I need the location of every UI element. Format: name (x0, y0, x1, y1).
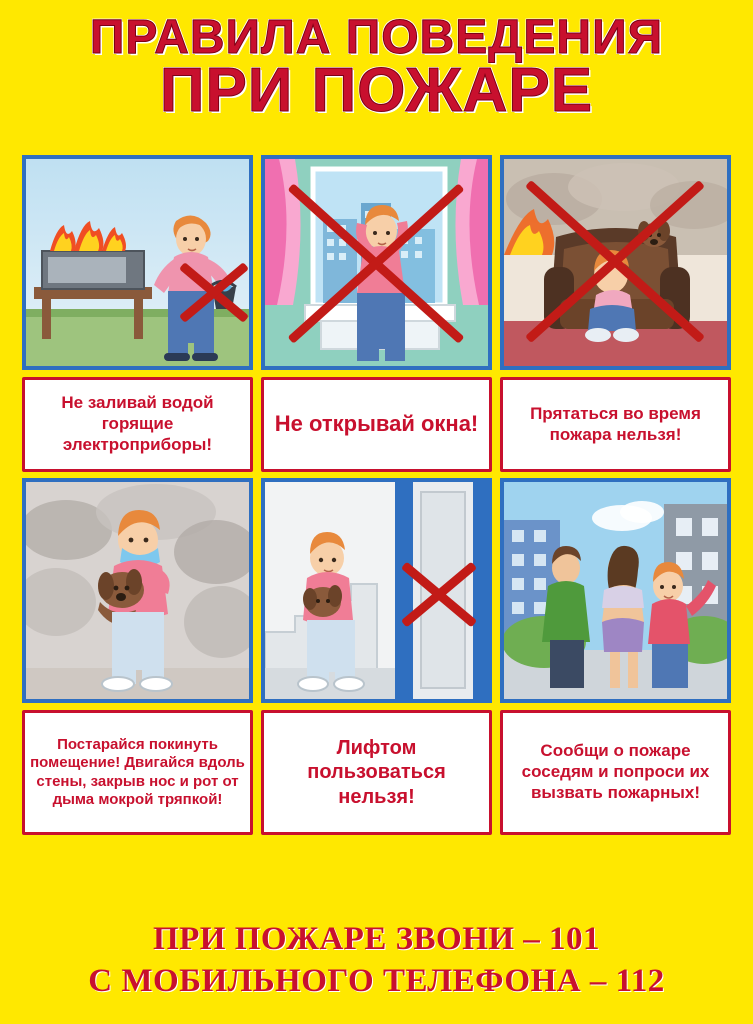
illustration-boy-telling-neighbours-outdoors (500, 478, 731, 703)
emergency-numbers (0, 918, 753, 1002)
scene-burning-tv (26, 159, 249, 366)
scene-smoke-escape (26, 482, 249, 699)
poster-title (0, 0, 753, 125)
caption-do-not-use-elevator: Лифтом пользоваться нельзя! (261, 710, 492, 835)
title-line-2: ПРИ ПОЖАРЕ (159, 55, 594, 125)
scene-window (265, 159, 488, 366)
rule-cell-do-not-use-elevator (261, 478, 492, 835)
caption-do-not-open-windows: Не открывай окна! (261, 377, 492, 472)
illustration-child-hiding-behind-armchair (500, 155, 731, 370)
rule-cell-leave-the-room (22, 478, 253, 835)
scene-neighbours (504, 482, 727, 699)
caption-do-not-hide: Прятаться во время пожара нельзя! (500, 377, 731, 472)
rule-cell-do-not-hide (500, 155, 731, 472)
scene-hiding (504, 159, 727, 366)
illustration-boy-with-dog-near-elevator-door (261, 478, 492, 703)
rules-grid (22, 155, 731, 841)
caption-leave-the-room: Постарайся покинуть помещение! Двигайся вдоль стены, закрыв нос и рот от дыма мокрой тряпкой! (22, 710, 253, 835)
caption-no-water-on-appliances: Не заливай водой горящие электроприборы! (22, 377, 253, 472)
caption-tell-the-neighbours: Сообщи о пожаре соседям и попроси их вызвать пожарных! (500, 710, 731, 835)
illustration-boy-pouring-water-on-burning-tv (22, 155, 253, 370)
footer-line-2: С МОБИЛЬНОГО ТЕЛЕФОНА – 112 (88, 962, 665, 999)
illustration-boy-with-dog-covering-face-in-smoke (22, 478, 253, 703)
rule-cell-do-not-open-windows (261, 155, 492, 472)
scene-elevator (265, 482, 488, 699)
rule-cell-tell-the-neighbours (500, 478, 731, 835)
footer-line-1: ПРИ ПОЖАРЕ ЗВОНИ – 101 (152, 920, 601, 957)
title-line-1: ПРАВИЛА ПОВЕДЕНИЯ (89, 11, 664, 64)
illustration-boy-opening-window (261, 155, 492, 370)
rule-cell-no-water-on-appliances (22, 155, 253, 472)
